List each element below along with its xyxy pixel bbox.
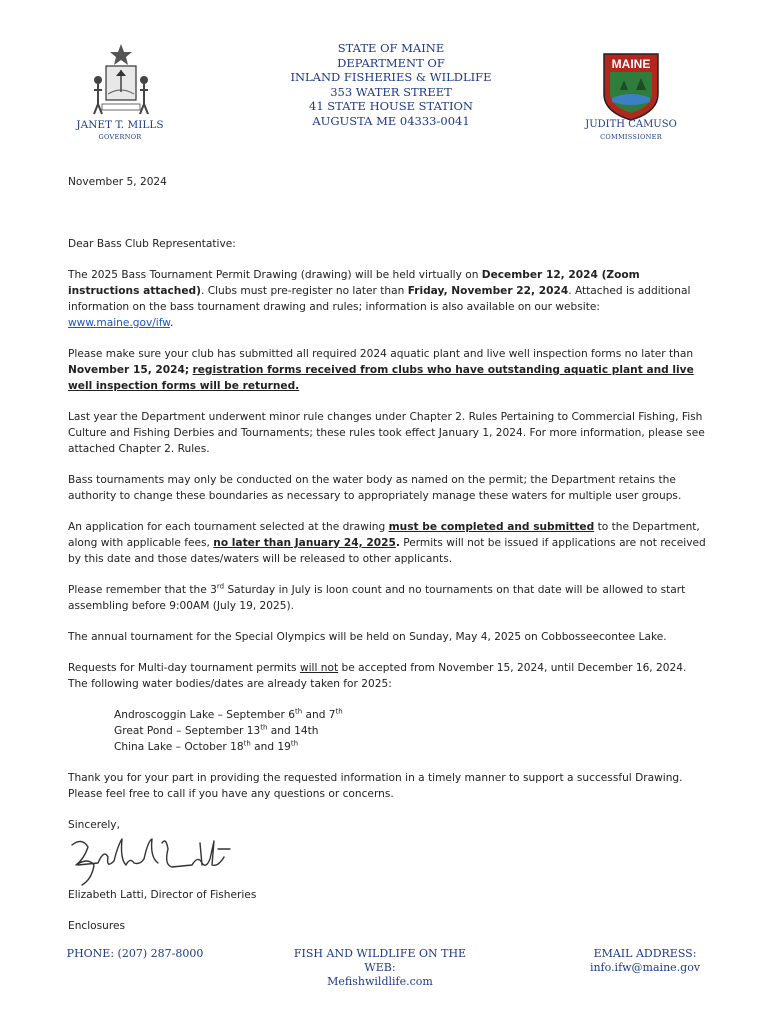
superscript: th bbox=[290, 739, 299, 748]
taken-waters-list bbox=[114, 707, 708, 755]
text-run: Androscoggin Lake – September 6 bbox=[114, 709, 295, 721]
maine-ifw-patch-icon bbox=[596, 50, 666, 122]
text-run: to the Department, along with applicable fees, bbox=[68, 521, 700, 549]
text-run: Permits will not be issued if applications are not received by this date and those dates/waters will be released to other applicants. bbox=[68, 537, 706, 565]
list-item bbox=[114, 707, 708, 723]
commissioner-name: JUDITH CAMUSO bbox=[585, 119, 677, 130]
governor-name: JANET T. MILLS bbox=[76, 119, 164, 131]
text-run: and 19 bbox=[250, 741, 291, 753]
text-run: . Clubs must pre-register no later than bbox=[200, 285, 408, 297]
text-run: The 2025 Bass Tournament Permit Drawing (drawing) will be held virtually on bbox=[68, 269, 482, 281]
text-run: An application for each tournament selected at the drawing bbox=[68, 521, 389, 533]
paragraph-thanks: Thank you for your part in providing the requested information in a timely manner to support a successful Drawing. Please feel free to call if you have any questions or concerns. bbox=[68, 772, 683, 800]
governor-title: GOVERNOR bbox=[98, 133, 142, 141]
text-run: be accepted from November 15, 2024, until December 16, 2024. The following water bodies/dates are already taken for 2025: bbox=[68, 662, 687, 690]
superscript: th bbox=[294, 707, 303, 716]
footer-web-link[interactable]: Mefishwildlife.com bbox=[327, 975, 433, 988]
signer-name: Elizabeth Latti, Director of Fisheries bbox=[68, 889, 257, 901]
letter-date: November 5, 2024 bbox=[68, 176, 167, 188]
text-run: China Lake – October 18 bbox=[114, 741, 244, 753]
text-run: and 14th bbox=[267, 725, 319, 737]
text-run: . bbox=[169, 317, 174, 329]
department-line: DEPARTMENT OF bbox=[337, 55, 445, 70]
drawing-date: December 12, 2024 (Zoom instructions attached) bbox=[68, 269, 640, 297]
footer-web bbox=[280, 947, 480, 989]
text-run: . bbox=[395, 537, 400, 549]
paragraph-loon-count bbox=[68, 582, 708, 614]
text-run: Please make sure your club has submitted all required 2024 aquatic plant and live well inspection forms no later than bbox=[68, 348, 694, 360]
text-run: and 7 bbox=[302, 709, 336, 721]
preregister-deadline: Friday, November 22, 2024 bbox=[407, 285, 569, 297]
footer-email bbox=[580, 947, 710, 975]
footer-phone: PHONE: (207) 287-8000 bbox=[66, 947, 204, 960]
will-not-emphasis: will not bbox=[299, 662, 339, 674]
closing: Sincerely, bbox=[68, 819, 120, 831]
text-run: Great Pond – September 13 bbox=[114, 725, 261, 737]
paragraph-application bbox=[68, 519, 708, 567]
footer-web-line: FISH AND WILDLIFE ON THE bbox=[293, 947, 467, 960]
paragraph-special-olympics: The annual tournament for the Special Olympics will be held on Sunday, May 4, 2025 on Cobbosseecontee Lake. bbox=[68, 631, 667, 643]
superscript: th bbox=[335, 707, 343, 716]
salutation: Dear Bass Club Representative: bbox=[68, 238, 236, 250]
department-header bbox=[270, 41, 512, 129]
department-line: INLAND FISHERIES & WILDLIFE bbox=[290, 70, 492, 85]
text-run: Saturday in July is loon count and no tournaments on that date will be allowed to start assembling before 9:00AM (July 19, 2025). bbox=[68, 584, 686, 612]
must-complete-emphasis: must be completed and submitted bbox=[388, 521, 595, 533]
department-line: STATE OF MAINE bbox=[337, 41, 445, 55]
paragraph-inspection-forms bbox=[68, 346, 708, 394]
commissioner-title: COMMISSIONER bbox=[600, 133, 662, 141]
list-item bbox=[114, 723, 708, 739]
maine-state-seal-icon bbox=[86, 42, 156, 118]
paragraph-drawing bbox=[68, 267, 708, 331]
department-line: 353 WATER STREET bbox=[330, 84, 452, 99]
footer-email-address[interactable]: info.ifw@maine.gov bbox=[589, 961, 701, 974]
superscript: th bbox=[260, 723, 268, 732]
department-line: AUGUSTA ME 04333-0041 bbox=[312, 113, 470, 128]
footer-email-label: EMAIL ADDRESS: bbox=[593, 947, 697, 960]
forms-deadline: November 15, 2024; bbox=[68, 364, 190, 376]
paragraph-boundaries: Bass tournaments may only be conducted on the water body as named on the permit; the Department retains the authority to change these boundaries as necessary to appropriately manage these waters for multiple user groups. bbox=[68, 474, 682, 502]
website-link[interactable]: www.maine.gov/ifw bbox=[68, 317, 170, 329]
department-line: 41 STATE HOUSE STATION bbox=[309, 99, 473, 114]
paragraph-multiday bbox=[68, 660, 708, 692]
application-deadline: no later than January 24, 2025 bbox=[213, 537, 396, 549]
superscript: rd bbox=[216, 582, 225, 591]
returned-warning: registration forms received from clubs who have outstanding aquatic plant and live well inspection forms will be returned. bbox=[68, 364, 694, 392]
list-item bbox=[114, 739, 708, 755]
text-run: . Attached is additional information on the bass tournament drawing and rules; information is also available on our website: bbox=[68, 285, 691, 313]
letter-body bbox=[68, 174, 708, 934]
superscript: th bbox=[243, 739, 251, 748]
patch-text: MAINE bbox=[611, 57, 651, 71]
text-run: Please remember that the 3 bbox=[68, 584, 217, 596]
paragraph-rule-changes: Last year the Department underwent minor rule changes under Chapter 2. Rules Pertaining to Commercial Fishing, Fish Culture and Fishing Derbies and Tournaments; these rules took effect January 1, 2024. For more information, please see attached Chapter 2. Rules. bbox=[68, 411, 705, 455]
text-run: Requests for Multi-day tournament permits bbox=[68, 662, 300, 674]
footer-web-line: WEB: bbox=[364, 961, 396, 974]
enclosures: Enclosures bbox=[68, 920, 126, 932]
handwritten-signature bbox=[68, 835, 238, 887]
